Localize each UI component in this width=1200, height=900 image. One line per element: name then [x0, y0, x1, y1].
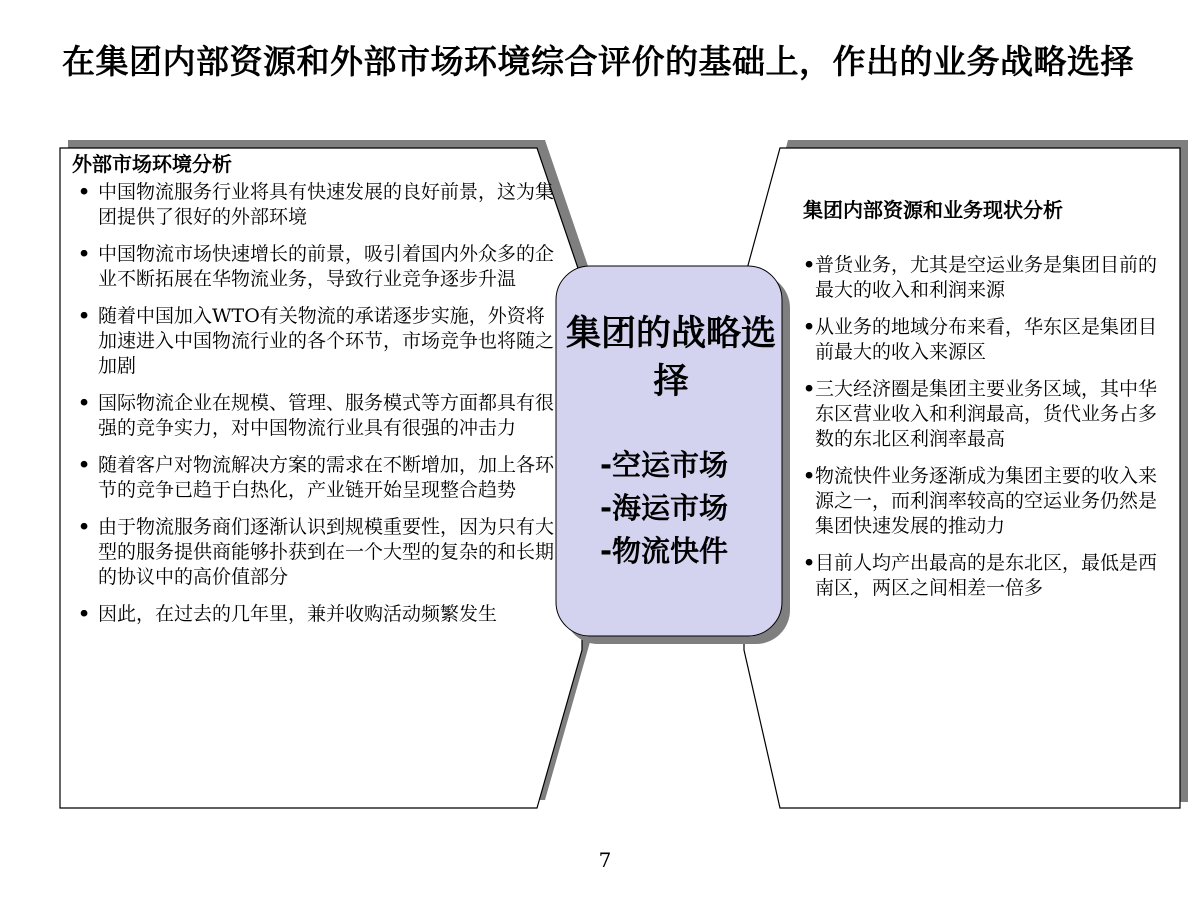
list-item: • 物流快件业务逐渐成为集团主要的收入来源之一，而利润率较高的空运业务仍然是集团快速发展的推动力 [803, 464, 1167, 539]
strategy-item: -海运市场 [600, 491, 729, 525]
page-number: 7 [598, 848, 612, 872]
list-item: • 国际物流企业在规模、管理、服务模式等方面都具有很强的竞争实力，对中国物流行业具有很强的冲击力 [72, 391, 554, 441]
list-item: • 从业务的地域分布来看，华东区是集团目前最大的收入来源区 [803, 315, 1167, 365]
list-item: • 中国物流市场快速增长的前景，吸引着国内外众多的企业不断拓展在华物流业务，导致行业竞争逐步升温 [72, 242, 554, 292]
internal-resources-panel [803, 198, 1167, 613]
strategy-title: 集团的战略选择 [565, 314, 776, 402]
strategy-choice-box [558, 268, 784, 638]
list-item: • 中国物流服务行业将具有快速发展的良好前景，这为集团提供了很好的外部环境 [72, 180, 554, 230]
strategy-list [558, 444, 784, 573]
list-item: • 目前人均产出最高的是东北区，最低是西南区，两区之间相差一倍多 [803, 551, 1167, 601]
list-item: • 普货业务，尤其是空运业务是集团目前的最大的收入和利润来源 [803, 253, 1167, 303]
external-market-panel [72, 152, 554, 639]
strategy-item: -空运市场 [600, 448, 729, 482]
list-item: • 因此，在过去的几年里，兼并收购活动频繁发生 [72, 602, 554, 627]
list-item: • 三大经济圈是集团主要业务区域，其中华东区营业收入和利润最高，货代业务占多数的东北区利润率最高 [803, 377, 1167, 452]
internal-factors-list [803, 253, 1167, 601]
list-item: • 随着中国加入WTO有关物流的承诺逐步实施，外资将加速进入中国物流行业的各个环节，市场竞争也将随之加剧 [72, 304, 554, 379]
list-item: • 随着客户对物流解决方案的需求在不断增加，加上各环节的竞争已趋于白热化，产业链开始呈现整合趋势 [72, 453, 554, 503]
strategy-item: -物流快件 [600, 534, 729, 568]
left-panel-heading: 外部市场环境分析 [72, 152, 232, 176]
external-factors-list [72, 180, 554, 627]
list-item: • 由于物流服务商们逐渐认识到规模重要性，因为只有大型的服务提供商能够扑获到在一个大型的复杂的和长期的协议中的高价值部分 [72, 515, 554, 590]
slide-title: 在集团内部资源和外部市场环境综合评价的基础上，作出的业务战略选择 [62, 42, 1134, 81]
right-panel-heading: 集团内部资源和业务现状分析 [803, 198, 1063, 222]
